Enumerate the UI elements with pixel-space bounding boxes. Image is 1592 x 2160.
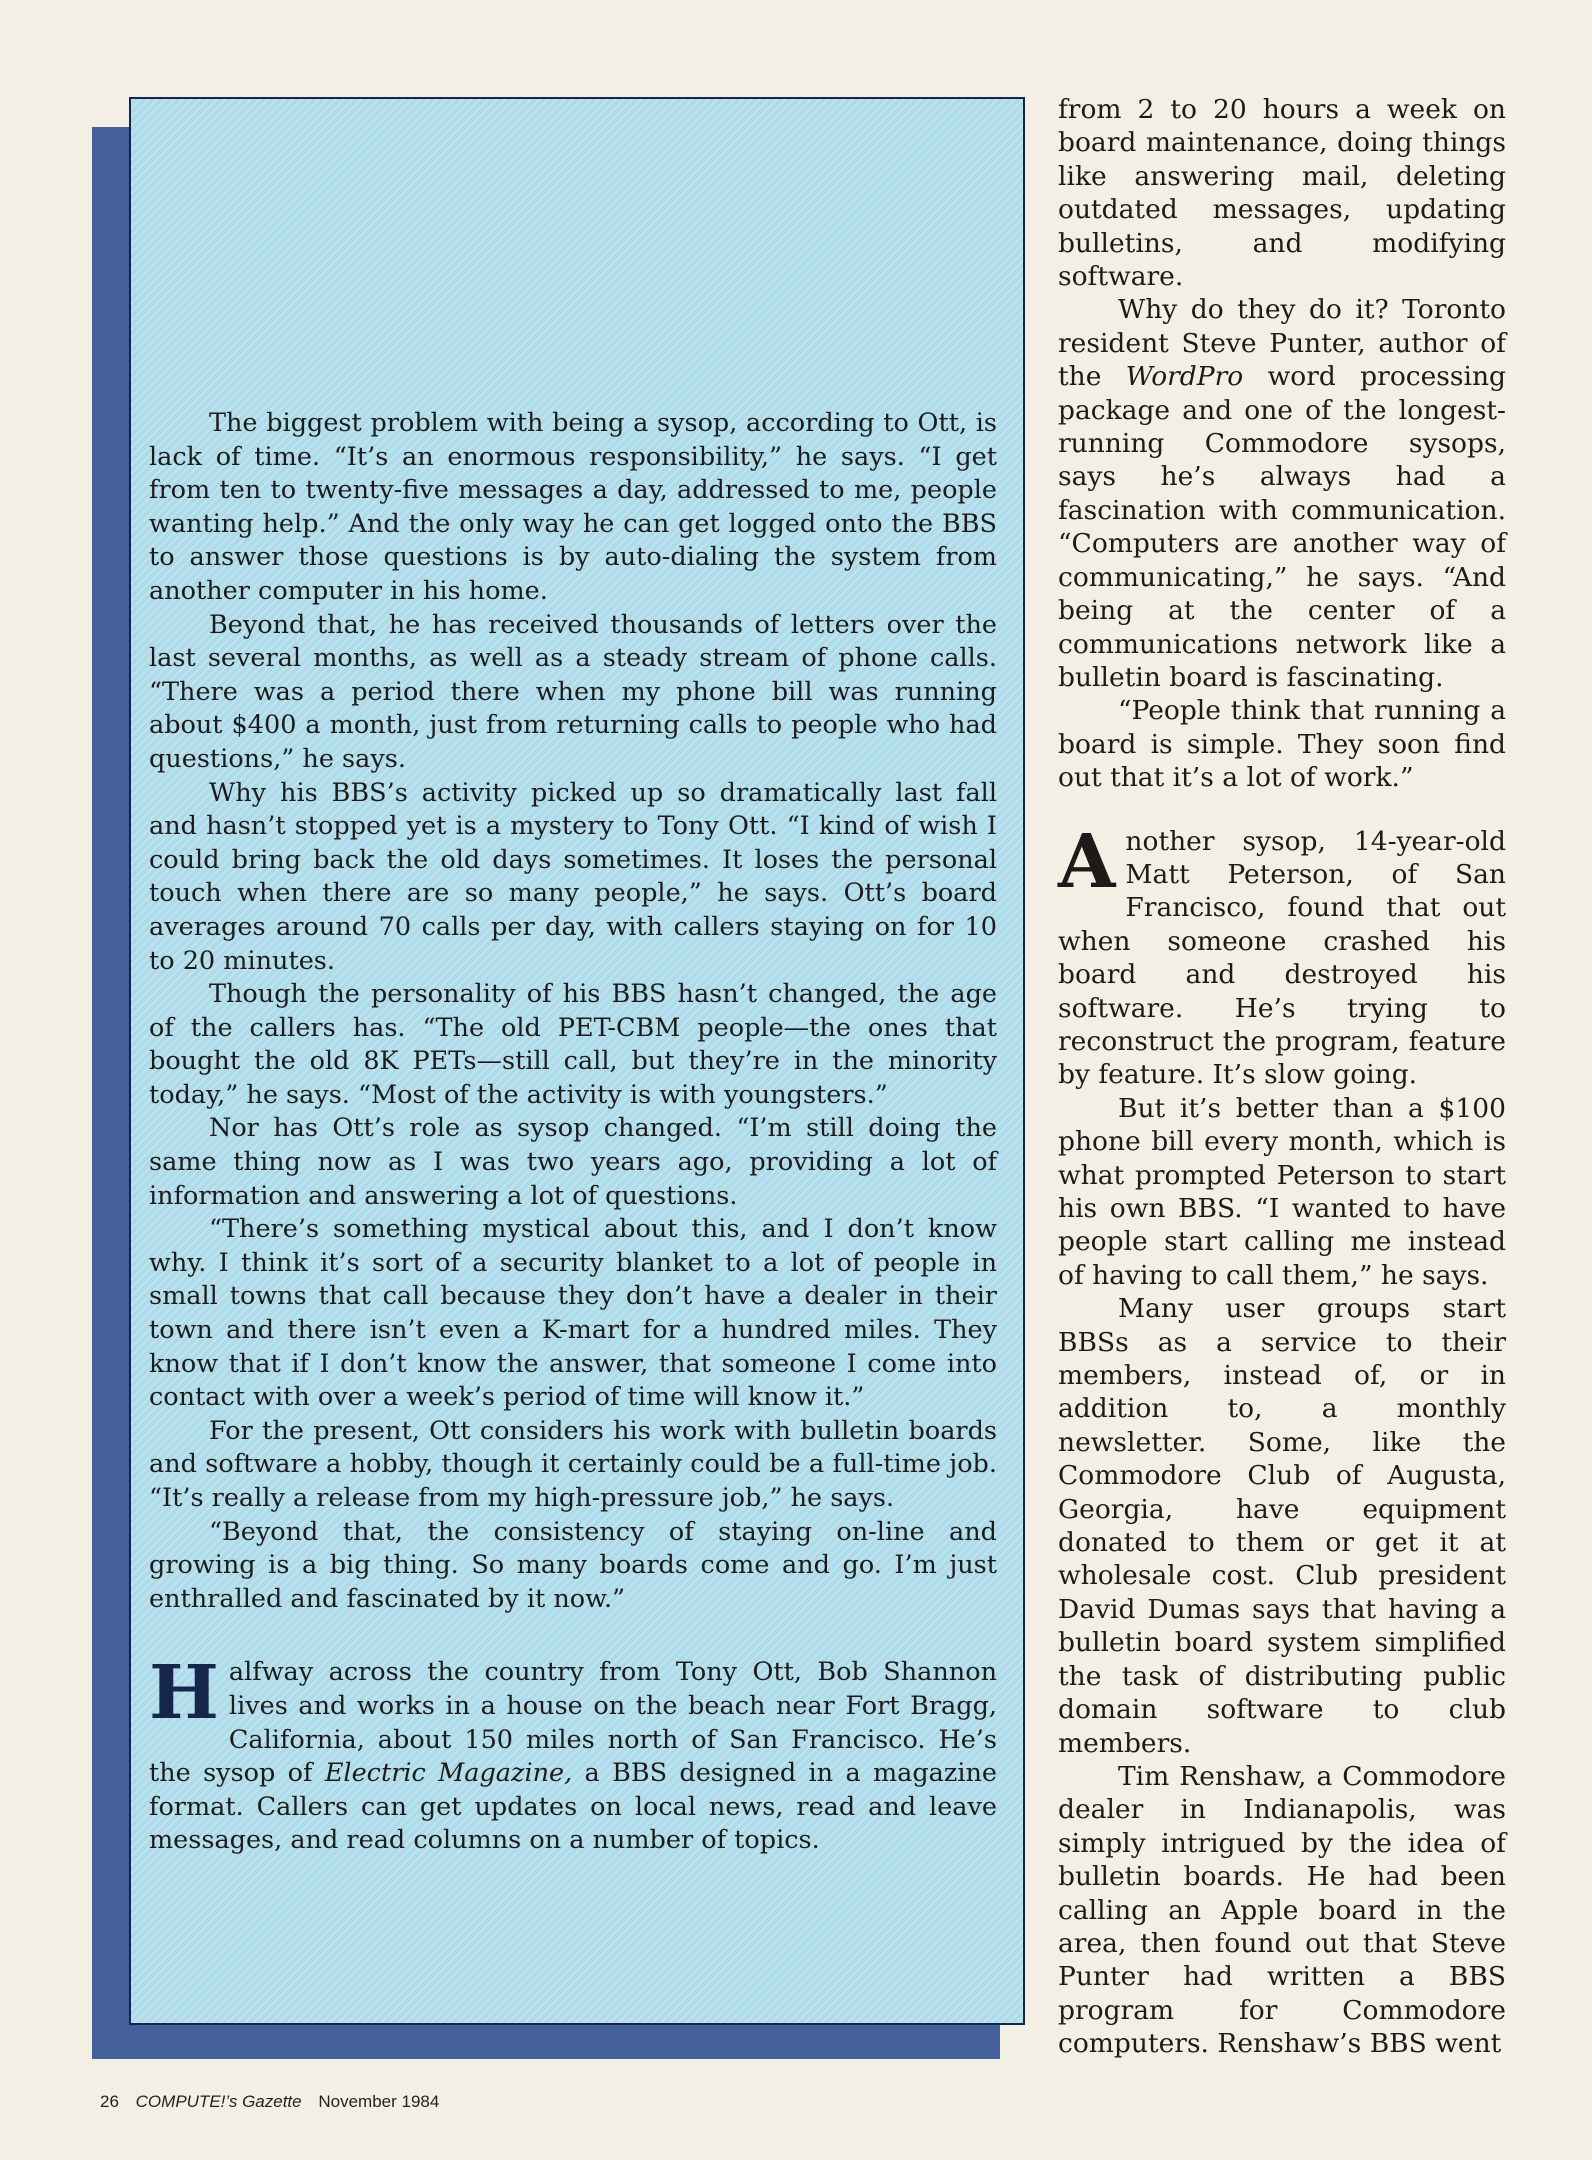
paragraph-text: nother sysop, 14-year-old Matt Peterson, of San Francisco, found that out when someone crashed his board and destroyed his software. He’s trying to reconstruct the program, feature by feature. It’s slow going. (1058, 825, 1506, 1091)
column-paragraph: Many user groups start BBSs as a service to their members, instead of, or in addition to, a monthly newsletter. Some, like the Commodore Club of Augusta, Georgia, have equipment donated to them or get it at wholesale cost. Club president David Dumas says that having a bulletin board system simplified the task of distributing public domain software to club members. (1058, 1293, 1506, 1759)
sidebar-box (129, 97, 1025, 2025)
paragraph-text: alfway across the country from Tony Ott, Bob Shannon lives and works in a house on the beach near Fort Bragg, California, about 150 miles north of San Francisco. He’s the sysop of (149, 1657, 997, 1789)
italic-title: WordPro (1125, 361, 1244, 393)
magazine-name: COMPUTE!’s Gazette (135, 2092, 302, 2111)
issue-date: November 1984 (318, 2092, 440, 2111)
sidebar-text (149, 407, 997, 1858)
italic-title: Electric Magazine, (324, 1758, 573, 1789)
sidebar-paragraph: Nor has Ott’s role as sysop changed. “I’m still doing the same thing now as I was two years ago, providing a lot of information and answering a lot of questions. (149, 1113, 997, 1211)
sidebar-paragraph: For the present, Ott considers his work with bulletin boards and software a hobby, though it certainly could be a full-time job. “It’s really a release from my high-pressure job,” he says. (149, 1415, 997, 1513)
sidebar-paragraph: The biggest problem with being a sysop, according to Ott, is lack of time. “It’s an enormous responsibility,” he says. “I get from ten to twenty-five messages a day, addressed to me, people wanting help.” And the only way he can get logged onto the BBS to answer those questions is by auto-dialing the system from another computer in his home. (149, 408, 997, 606)
column-paragraph: Tim Renshaw, a Commodore dealer in Indianapolis, was simply intrigued by the idea of bulletin boards. He had been calling an Apple board in the area, then found out that Steve Punter had written a BBS program for Commodore computers. Renshaw’s BBS went (1058, 1760, 1506, 2060)
sidebar-paragraph: “There’s something mystical about this, and I don’t know why. I think it’s sort of a security blanket to a lot of people in small towns that call because they don’t have a dealer in their town and there isn’t even a K-mart for a hundred miles. They know that if I don’t know the answer, that someone I come into contact with over a week’s period of time will know it.” (149, 1214, 997, 1413)
column-paragraph: from 2 to 20 hours a week on board maintenance, doing things like answering mail, deleting outdated messages, updating bulletins, and modifying software. (1058, 94, 1506, 293)
drop-cap-letter: A (1058, 818, 1116, 905)
drop-cap-letter: H (149, 1650, 219, 1737)
right-column (1058, 93, 1506, 2061)
sidebar-paragraph: Though the personality of his BBS hasn’t changed, the age of the callers has. “The old PET-CBM people—the ones that bought the old 8K PETs—still call, but they’re in the minority today,” he says. “Most of the activity is with youngsters.” (149, 979, 997, 1110)
sidebar-dropcap-paragraph (149, 1650, 997, 1858)
column-dropcap-paragraph (1058, 818, 1506, 1092)
page-footer (100, 2092, 451, 2112)
sidebar-paragraph: Beyond that, he has received thousands of letters over the last several months, as well as a steady stream of phone calls. “There was a period there when my phone bill was running about $400 a month, just from returning calls to people who had questions,” he says. (149, 609, 997, 774)
sidebar-paragraph: “Beyond that, the consistency of staying on-line and growing is a big thing. So many boards come and go. I’m just enthralled and fascinated by it now.” (149, 1516, 997, 1614)
paragraph-text: Why do they do it? Toronto resident Steve Punter, author of the (1058, 294, 1506, 393)
column-paragraph (1058, 293, 1506, 694)
page-number: 26 (100, 2092, 119, 2111)
column-paragraph: But it’s better than a $100 phone bill every month, which is what prompted Peterson to start his own BBS. “I wanted to have people start calling me instead of having to call them,” he says. (1058, 1092, 1506, 1291)
paragraph-text: word processing package and one of the longest-running Commodore sysops, says he’s always had a fascination with communication. “Computers are another way of communicating,” he says. “And being at the center of a communications network like a bulletin board is fascinating. (1058, 361, 1506, 693)
sidebar-paragraph: Why his BBS’s activity picked up so dramatically last fall and hasn’t stopped yet is a mystery to Tony Ott. “I kind of wish I could bring back the old days sometimes. It loses the personal touch when there are so many people,” he says. Ott’s board averages around 70 calls per day, with callers staying on for 10 to 20 minutes. (149, 777, 997, 976)
column-paragraph: “People think that running a board is simple. They soon find out that it’s a lot of work.” (1058, 695, 1506, 794)
paragraph-text: a BBS designed in a magazine format. Callers can get updates on local news, read and leave messages, and read columns on a number of topics. (149, 1758, 997, 1856)
